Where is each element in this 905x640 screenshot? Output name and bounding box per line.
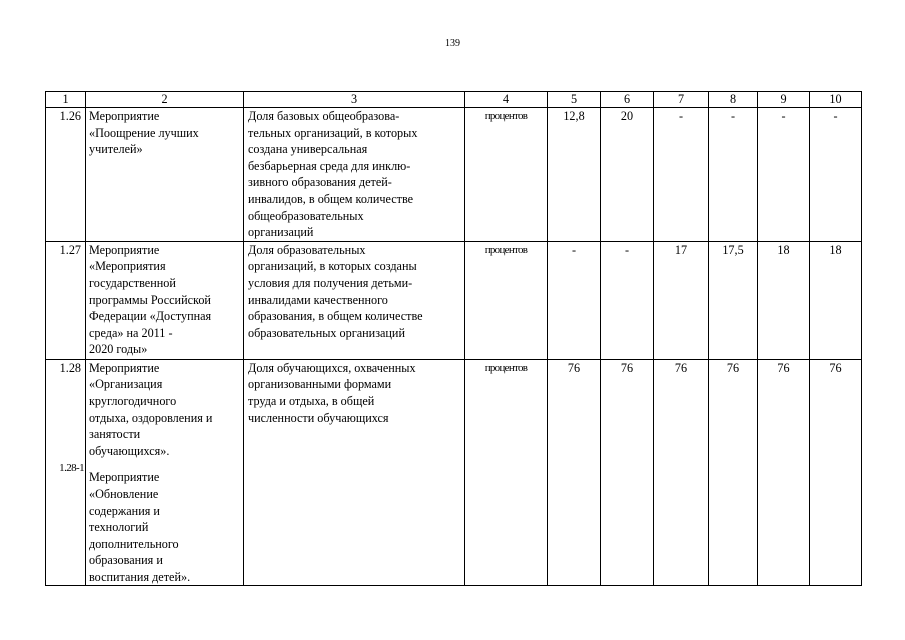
table-header-row (46, 92, 862, 108)
value-cell: 76 (548, 359, 601, 586)
row-number: 1.27 (46, 241, 86, 359)
indicator-description: Доля обучающихся, охваченных организованными формами труда и отдыха, в общей численности обучающихся (244, 359, 465, 586)
event-name: Мероприятие «Мероприятия государственной программы Российской Федерации «Доступная среда» на 2011 - 2020 годы» (86, 241, 244, 359)
header-cell: 9 (758, 92, 810, 108)
value-cell: 17,5 (709, 241, 758, 359)
value-cell: 12,8 (548, 108, 601, 242)
value-cell: - (810, 108, 862, 242)
value-cell: 17 (654, 241, 709, 359)
value-cell: - (709, 108, 758, 242)
table-row (46, 241, 862, 359)
row-number (46, 359, 86, 586)
row-number: 1.26 (46, 108, 86, 242)
header-cell: 7 (654, 92, 709, 108)
value-cell: - (548, 241, 601, 359)
value-cell: 76 (654, 359, 709, 586)
event-name (86, 359, 244, 586)
indicators-table (45, 91, 862, 586)
header-cell: 1 (46, 92, 86, 108)
unit-of-measure: процентов (465, 359, 548, 586)
page-number: 139 (445, 38, 460, 49)
header-cell: 4 (465, 92, 548, 108)
table-row (46, 108, 862, 242)
value-cell: - (654, 108, 709, 242)
row-number-sub: 1.28-1 (59, 462, 84, 475)
header-cell: 3 (244, 92, 465, 108)
header-cell: 8 (709, 92, 758, 108)
unit-of-measure: процентов (465, 108, 548, 242)
value-cell: - (601, 241, 654, 359)
event-name: Мероприятие «Поощрение лучших учителей» (86, 108, 244, 242)
table-row (46, 359, 862, 586)
value-cell: 76 (758, 359, 810, 586)
indicator-description: Доля базовых общеобразова- тельных организаций, в которых создана универсальная безбарьерная среда для инклю- зивного образования детей- инвалидов, в общем количестве общеобразовательных организаций (244, 108, 465, 242)
value-cell: 76 (810, 359, 862, 586)
value-cell: 76 (601, 359, 654, 586)
indicator-description: Доля образовательных организаций, в которых созданы условия для получения детьми- инвалидами качественного образования, в общем количестве образовательных организаций (244, 241, 465, 359)
value-cell: 18 (810, 241, 862, 359)
event-name-sub: Мероприятие «Обновление содержания и технологий дополнительного образования и воспитания детей». (89, 470, 191, 584)
header-cell: 10 (810, 92, 862, 108)
unit-of-measure: процентов (465, 241, 548, 359)
row-number-main: 1.28 (59, 360, 81, 375)
header-cell: 5 (548, 92, 601, 108)
value-cell: - (758, 108, 810, 242)
header-cell: 2 (86, 92, 244, 108)
value-cell: 20 (601, 108, 654, 242)
header-cell: 6 (601, 92, 654, 108)
value-cell: 18 (758, 241, 810, 359)
value-cell: 76 (709, 359, 758, 586)
event-name-main: Мероприятие «Организация круглогодичного отдыха, оздоровления и занятости обучающихся». (89, 360, 213, 458)
